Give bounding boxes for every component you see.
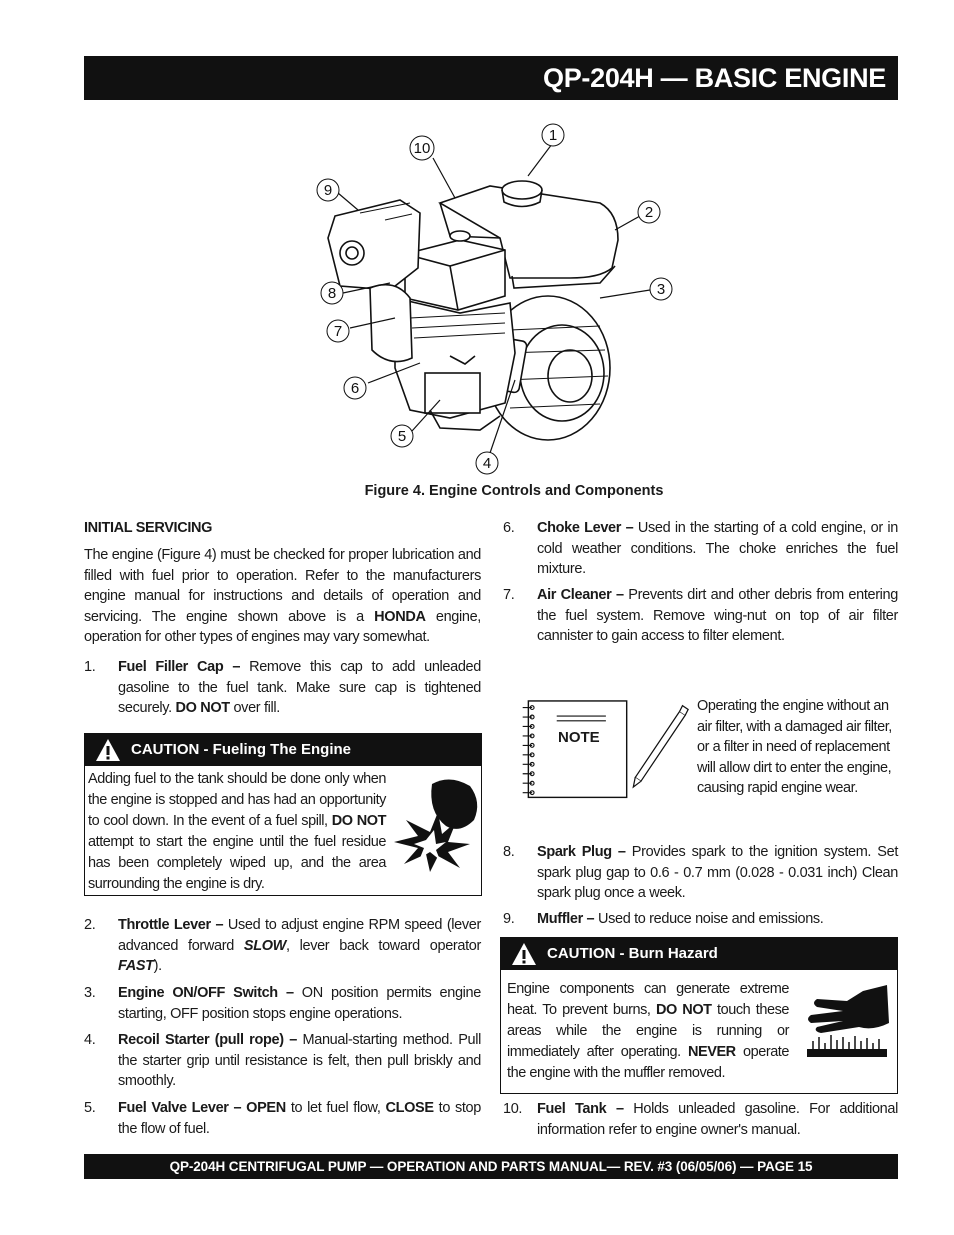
page-footer: QP-204H CENTRIFUGAL PUMP — OPERATION AND PARTS MANUAL— REV. #3 (06/05/06) — PAGE 15 <box>84 1154 898 1179</box>
callout-4 <box>476 452 498 474</box>
list-item-fuel-valve-lever: 5. Fuel Valve Lever – OPEN to let fuel flow, CLOSE to stop the flow of fuel. <box>84 1100 481 1137</box>
svg-text:2: 2 <box>644 204 654 221</box>
note-pad-icon <box>514 700 694 804</box>
callout-2 <box>638 201 660 223</box>
svg-text:5: 5 <box>397 428 407 445</box>
svg-text:7: 7 <box>333 323 343 340</box>
page-title-bar <box>84 56 898 100</box>
list-item-muffler: 9. Muffler – Used to reduce noise and emissions. <box>503 911 824 927</box>
intro-paragraph: The engine (Figure 4) must be checked for proper lubrication and filled with fuel prior to operation. Refer to the manufacturers engine manual for instructions and details of operation and servicing. The engine shown above is a HONDA engine, operation for other types of engines may vary somewhat. <box>84 547 481 645</box>
caution-burn-header: CAUTION - Burn Hazard <box>501 938 897 970</box>
list-item-on-off-switch: 3. Engine ON/OFF Switch – ON position permits engine starting, OFF position stops engine operations. <box>84 985 481 1022</box>
svg-text:6: 6 <box>350 380 360 397</box>
list-item-choke-lever: 6. Choke Lever – Used in the starting of a cold engine, or in cold weather conditions. The choke enriches the fuel mixture. <box>503 520 898 577</box>
fire-explosion-icon <box>390 772 482 872</box>
caution-burn-box <box>500 937 898 1094</box>
callout-10 <box>410 136 434 160</box>
note-label: NOTE <box>558 729 600 746</box>
hot-surface-hand-icon <box>803 983 891 1071</box>
svg-text:3: 3 <box>656 281 666 298</box>
caution-fueling-box <box>84 733 482 896</box>
warning-triangle-icon <box>95 738 121 762</box>
list-item-fuel-tank: 10. Fuel Tank – Holds unleaded gasoline. For additional information refer to engine owner's manual. <box>503 1101 898 1138</box>
callout-9 <box>317 179 339 201</box>
svg-text:8: 8 <box>327 285 337 302</box>
note-text: Operating the engine without an air filter, with a damaged air filter, or a filter in need of replacement will allow dirt to enter the engine, causing rapid engine wear. <box>697 698 892 796</box>
callout-7 <box>327 320 349 342</box>
svg-text:4: 4 <box>482 455 492 472</box>
page-title: QP-204H — BASIC ENGINE <box>543 63 886 93</box>
callout-1 <box>542 124 564 146</box>
section-heading: INITIAL SERVICING <box>84 520 213 536</box>
list-item-recoil-starter: 4. Recoil Starter (pull rope) – Manual-starting method. Pull the starter grip until resistance is felt, then pull briskly and smoothly. <box>84 1032 481 1089</box>
svg-text:9: 9 <box>323 182 333 199</box>
engine-figure <box>300 118 690 478</box>
list-item-air-cleaner: 7. Air Cleaner – Prevents dirt and other debris from entering the fuel system. Remove wing-nut on top of air filter cannister to gain access to filter element. <box>503 587 898 644</box>
warning-triangle-icon <box>511 942 537 966</box>
svg-text:1: 1 <box>548 127 558 144</box>
caution-fueling-text: Adding fuel to the tank should be done only when the engine is stopped and has had an opportunity to cool down. In the event of a fuel spill, DO NOT attempt to start the engine until the fuel residue has been completely wiped up, and the area surrounding the engine is dry. <box>88 771 386 892</box>
callout-6 <box>344 377 366 399</box>
callout-3 <box>650 278 672 300</box>
caution-burn-text: Engine components can generate extreme heat. To prevent burns, DO NOT touch these areas while the engine is running or immediately after operating. NEVER operate the engine with the muffler removed. <box>507 981 790 1081</box>
caution-fueling-header: CAUTION - Fueling The Engine <box>85 734 481 766</box>
figure-caption: Figure 4. Engine Controls and Components <box>364 483 664 499</box>
list-item-spark-plug: 8. Spark Plug – Provides spark to the ignition system. Set spark plug gap to 0.6 - 0.7 mm (0.028 - 0.031 inch) Clean spark plug once a week. <box>503 844 898 901</box>
svg-text:10: 10 <box>413 140 431 157</box>
list-item-throttle-lever: 2. Throttle Lever – Used to adjust engine RPM speed (lever advanced forward SLOW, lever back toward operator FAST). <box>84 917 481 974</box>
list-item-fuel-filler-cap: 1. Fuel Filler Cap – Remove this cap to add unleaded gasoline to the fuel tank. Make sure cap is tightened securely. DO NOT over fill. <box>84 659 481 716</box>
callout-8 <box>321 282 343 304</box>
callout-5 <box>391 425 413 447</box>
